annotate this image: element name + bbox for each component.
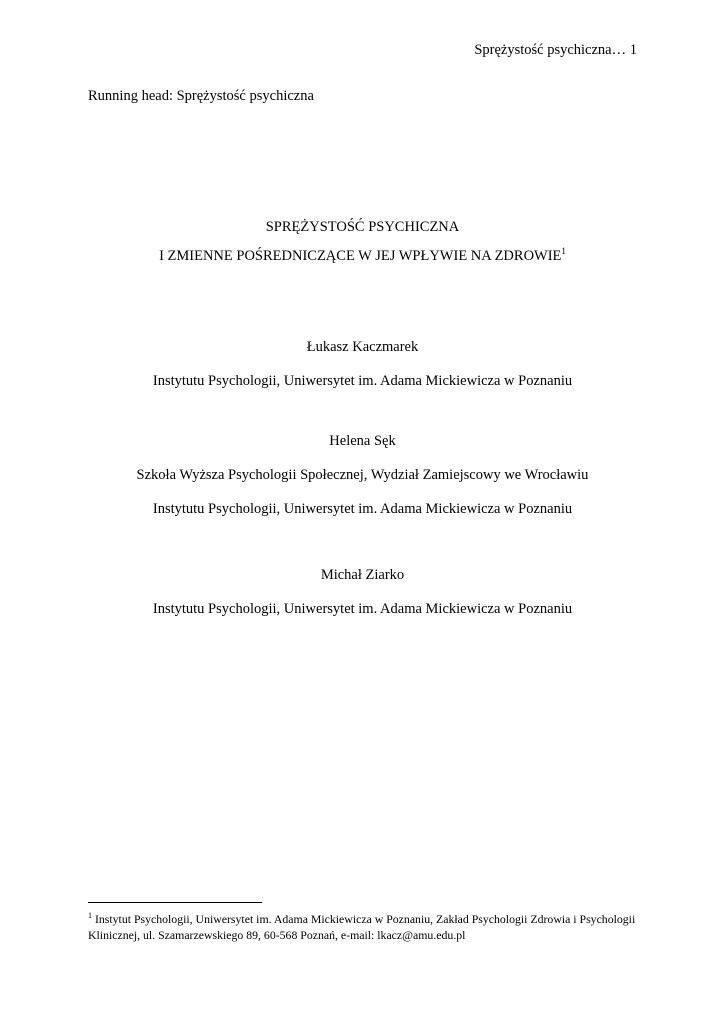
author-name: Łukasz Kaczmarek: [306, 339, 419, 355]
title-line-1: SPRĘŻYSTOŚĆ PSYCHICZNA: [265, 219, 460, 235]
footnote: [88, 908, 640, 943]
title-footnote-mark: 1: [561, 246, 566, 256]
footnote-divider: [88, 902, 262, 903]
footnote-text: Instytut Psychologii, Uniwersytet im. Adama Mickiewicza w Poznaniu, Zakład Psychologii Zdrowia i Psychologii Klinicznej, ul. Szamarzewskiego 89, 60-568 Poznań, e-mail: lkacz@amu.edu.pl: [88, 912, 636, 942]
author-affiliation: Szkoła Wyższa Psychologii Społecznej, Wydział Zamiejscowy we Wrocławiu: [136, 467, 589, 483]
author-affiliation: Instytutu Psychologii, Uniwersytet im. Adama Mickiewicza w Poznaniu: [152, 373, 573, 389]
author-name: Michał Ziarko: [320, 567, 405, 583]
title-line-2-text: I ZMIENNE POŚREDNICZĄCE W JEJ WPŁYWIE NA ZDROWIE: [159, 248, 562, 264]
running-head: Running head: Sprężystość psychiczna: [88, 88, 314, 104]
author-affiliation: Instytutu Psychologii, Uniwersytet im. Adama Mickiewicza w Poznaniu: [152, 601, 573, 617]
footnote-mark: 1: [88, 911, 92, 920]
page-header: Sprężystość psychiczna… 1: [474, 42, 637, 58]
author-name: Helena Sęk: [329, 433, 396, 449]
title-line-2: [0, 246, 725, 265]
author-affiliation: Instytutu Psychologii, Uniwersytet im. Adama Mickiewicza w Poznaniu: [152, 501, 573, 517]
